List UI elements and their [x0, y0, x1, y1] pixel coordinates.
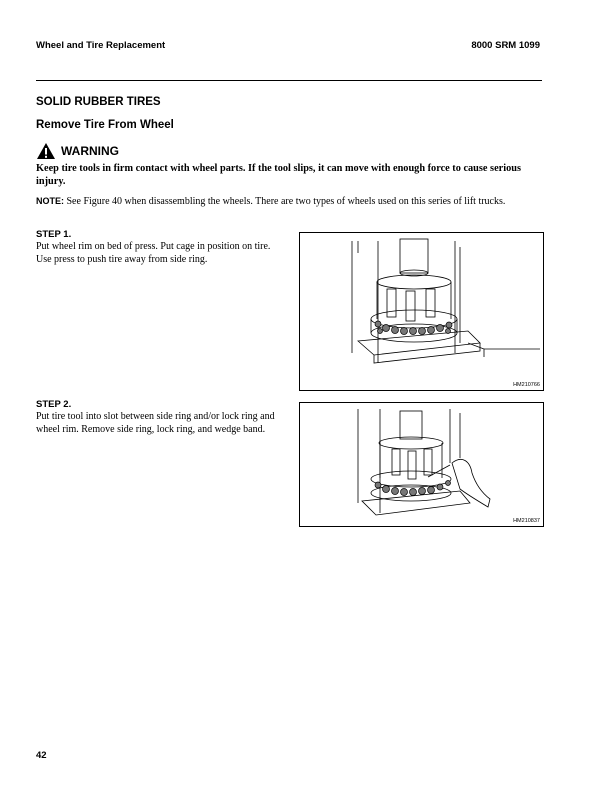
step-2-text: Put tire tool into slot between side ring and/or lock ring and wheel rim. Remove side ring, lock ring, and wedge band. — [36, 411, 275, 436]
warning-label: WARNING — [61, 144, 119, 158]
subsection-title: Remove Tire From Wheel — [36, 119, 174, 131]
page-number: 42 — [36, 750, 47, 761]
header-rule — [36, 80, 542, 81]
figure-1-code: HM210766 — [513, 382, 540, 388]
header-document-code: 8000 SRM 1099 — [471, 40, 540, 51]
note-text: See Figure 40 when disassembling the wheels. There are two types of wheels used on this series of lift trucks. — [64, 196, 506, 207]
note-paragraph — [36, 195, 544, 208]
warning-triangle-icon — [36, 142, 56, 160]
step-1-label: STEP 1. — [36, 229, 72, 240]
step-2-label: STEP 2. — [36, 399, 72, 410]
header-title: Wheel and Tire Replacement — [36, 40, 166, 51]
warning-text: Keep tire tools in firm contact with wheel parts. If the tool slips, it can move with enough force to cause serious injury. — [36, 163, 521, 188]
press-tire-illustration — [300, 233, 543, 390]
figure-2-code: HM210837 — [513, 518, 540, 524]
step-1-text: Put wheel rim on bed of press. Put cage in position on tire. Use press to push tire away from side ring. — [36, 241, 271, 266]
step-1-figure — [299, 232, 544, 391]
section-title: SOLID RUBBER TIRES — [36, 96, 161, 108]
step-2-figure — [299, 402, 544, 527]
note-label: NOTE: — [36, 196, 64, 206]
warning-heading — [36, 142, 119, 160]
tire-tool-illustration — [300, 403, 543, 526]
